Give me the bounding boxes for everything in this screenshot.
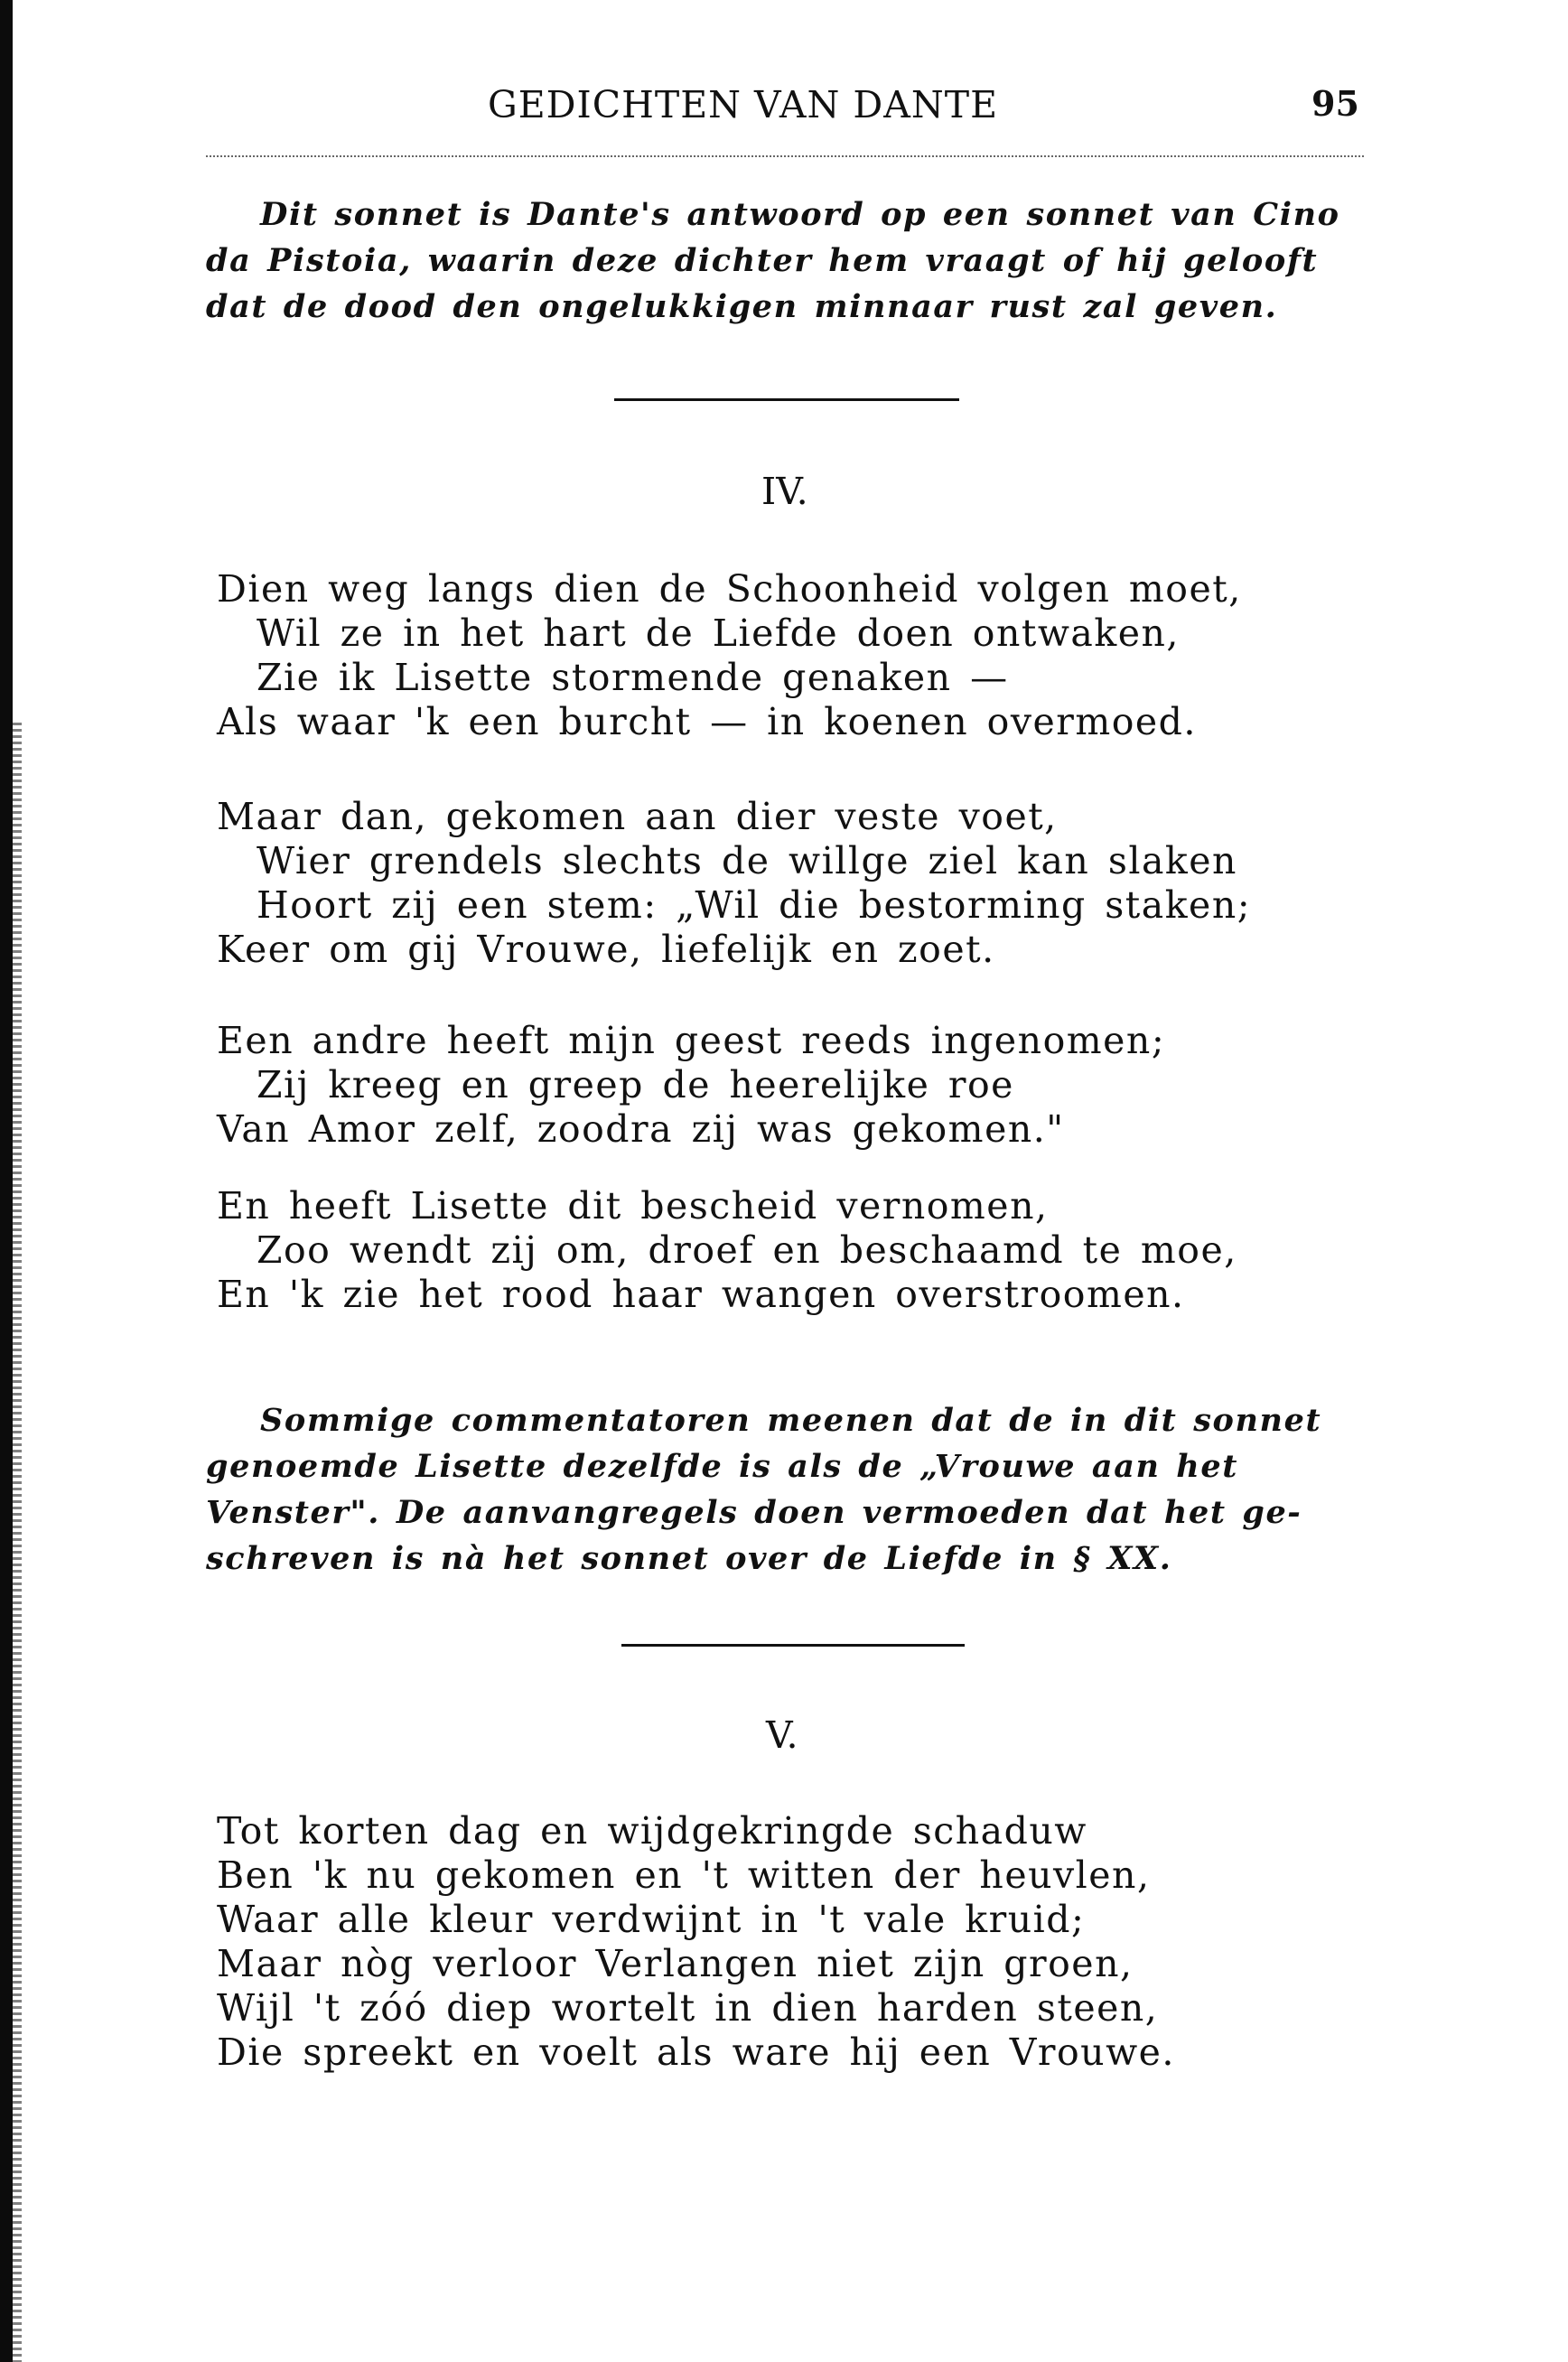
poem-v-stanza-1 — [217, 1809, 1364, 2075]
note-line: Venster". De aanvangregels doen vermoeden dat het ge- — [206, 1494, 1302, 1531]
verse-line: Hoort zij een stem: „Wil die bestorming staken; — [257, 883, 1252, 927]
poem-iv-stanza-2 — [217, 795, 1364, 972]
poem-iv-stanza-4 — [217, 1184, 1364, 1317]
verse-line: Wijl 't zóó diep wortelt in dien harden steen, — [217, 1986, 1159, 2030]
note-line: Sommige commentatoren meenen dat de in dit sonnet — [260, 1402, 1322, 1439]
verse-line: Als waar 'k een burcht — in koenen overmoed. — [217, 700, 1197, 743]
poem-number-v: V. — [766, 1713, 798, 1757]
verse-line: Maar dan, gekomen aan dier veste voet, — [217, 795, 1058, 838]
note-line: da Pistoia, waarin deze dichter hem vraagt of hij gelooft — [206, 242, 1319, 279]
verse-line: En 'k zie het rood haar wangen overstroomen. — [217, 1273, 1185, 1316]
note-line: Dit sonnet is Dante's antwoord op een sonnet van Cino — [260, 196, 1340, 233]
section-divider-2 — [621, 1644, 965, 1647]
verse-line: Keer om gij Vrouwe, liefelijk en zoet. — [217, 928, 995, 971]
verse-line: Zij kreeg en greep de heerelijke roe — [257, 1063, 1014, 1106]
verse-line: En heeft Lisette dit bescheid vernomen, — [217, 1184, 1049, 1228]
poem-iv-stanza-3 — [217, 1019, 1364, 1152]
verse-line: Dien weg langs dien de Schoonheid volgen moet, — [217, 567, 1242, 611]
verse-line: Van Amor zelf, zoodra zij was gekomen." — [217, 1107, 1065, 1151]
page-number: 95 — [1311, 83, 1359, 124]
header-divider — [206, 155, 1364, 157]
verse-line: Een andre heeft mijn geest reeds ingenomen; — [217, 1019, 1166, 1062]
verse-line: Wil ze in het hart de Liefde doen ontwaken, — [257, 612, 1180, 655]
note-line: schreven is nà het sonnet over de Liefde in § XX. — [206, 1540, 1172, 1577]
note-line: genoemde Lisette dezelfde is als de „Vrouwe aan het — [206, 1448, 1238, 1485]
verse-line: Zoo wendt zij om, droef en beschaamd te moe, — [257, 1228, 1237, 1272]
verse-line: Tot korten dag en wijdgekringde schaduw — [217, 1809, 1087, 1853]
poem-number-iv: IV. — [761, 470, 808, 513]
poem-iv-stanza-1 — [217, 567, 1364, 744]
verse-line: Waar alle kleur verdwijnt in 't vale kruid; — [217, 1898, 1086, 1941]
note-line: dat de dood den ongelukkigen minnaar rust zal geven. — [206, 288, 1278, 325]
editorial-note-2 — [206, 1397, 1364, 1582]
running-title: GEDICHTEN VAN DANTE — [488, 83, 999, 126]
verse-line: Wier grendels slechts de willge ziel kan slaken — [257, 839, 1237, 882]
verse-line: Maar nòg verloor Verlangen niet zijn groen, — [217, 1942, 1134, 1985]
section-divider-1 — [614, 398, 959, 401]
verse-line: Ben 'k nu gekomen en 't witten der heuvlen, — [217, 1853, 1151, 1897]
editorial-note-1 — [206, 191, 1364, 330]
verse-line: Zie ik Lisette stormende genaken — — [257, 656, 1009, 699]
verse-line: Die spreekt en voelt als ware hij een Vrouwe. — [217, 2031, 1175, 2074]
